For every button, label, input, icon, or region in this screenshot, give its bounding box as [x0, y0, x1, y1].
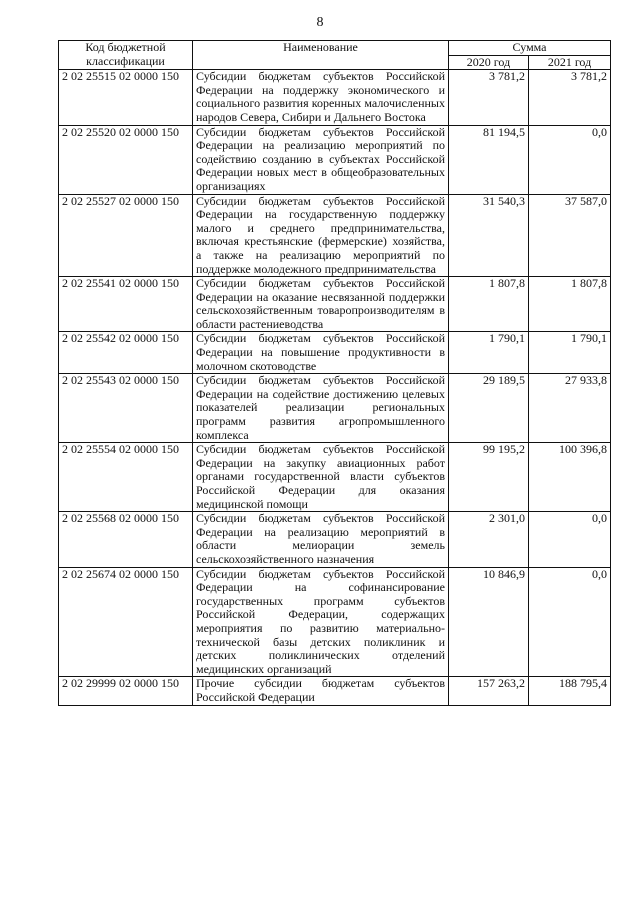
- row-code: 2 02 25541 02 0000 150: [59, 277, 193, 332]
- table-row: [59, 567, 611, 677]
- row-amount-2021: 0,0: [529, 125, 611, 194]
- row-code: 2 02 25542 02 0000 150: [59, 332, 193, 374]
- row-code: 2 02 25568 02 0000 150: [59, 512, 193, 567]
- page-number: 8: [316, 15, 324, 30]
- table-row: [59, 125, 611, 194]
- row-name: Субсидии бюджетам субъектов Российской Федерации на софинансирование государственных программ субъектов Российской Федерации, содержащих мероприятия по развитию материально-технической базы детских поликлиник и детских поликлинических отделений медицинских организаций: [193, 567, 449, 677]
- row-name: Субсидии бюджетам субъектов Российской Федерации на поддержку экономического и социального развития коренных малочисленных народов Севера, Сибири и Дальнего Востока: [193, 70, 449, 125]
- row-code: 2 02 25554 02 0000 150: [59, 443, 193, 512]
- row-amount-2021: 0,0: [529, 512, 611, 567]
- row-name: Субсидии бюджетам субъектов Российской Федерации на закупку авиационных работ органами государственной власти субъектов Российской Федерации для оказания медицинской помощи: [193, 443, 449, 512]
- table-row: [59, 374, 611, 443]
- budget-table: [58, 40, 611, 706]
- row-amount-2021: 188 795,4: [529, 677, 611, 705]
- table-row: [59, 277, 611, 332]
- row-code: 2 02 25543 02 0000 150: [59, 374, 193, 443]
- row-amount-2020: 1 807,8: [449, 277, 529, 332]
- row-amount-2021: 37 587,0: [529, 194, 611, 277]
- table-row: [59, 443, 611, 512]
- row-name: Субсидии бюджетам субъектов Российской Федерации на оказание несвязанной поддержки сельскохозяйственным товаропроизводителям в области растениеводства: [193, 277, 449, 332]
- header-year-2021: 2021 год: [529, 55, 611, 70]
- row-code: 2 02 29999 02 0000 150: [59, 677, 193, 705]
- row-name: Субсидии бюджетам субъектов Российской Федерации на реализацию мероприятий по содействию созданию в субъектах Российской Федерации новых мест в общеобразовательных организациях: [193, 125, 449, 194]
- row-amount-2020: 29 189,5: [449, 374, 529, 443]
- row-amount-2021: 1 790,1: [529, 332, 611, 374]
- header-code: Код бюджетной классификации: [59, 41, 193, 70]
- row-name: Субсидии бюджетам субъектов Российской Федерации на государственную поддержку малого и среднего предпринимательства, включая крестьянские (фермерские) хозяйства, а также на реализацию мероприятий по поддержке молодежного предпринимательства: [193, 194, 449, 277]
- row-code: 2 02 25515 02 0000 150: [59, 70, 193, 125]
- row-name: Субсидии бюджетам субъектов Российской Федерации на повышение продуктивности в молочном скотоводстве: [193, 332, 449, 374]
- row-amount-2020: 1 790,1: [449, 332, 529, 374]
- header-year-2020: 2020 год: [449, 55, 529, 70]
- row-code: 2 02 25527 02 0000 150: [59, 194, 193, 277]
- row-amount-2021: 100 396,8: [529, 443, 611, 512]
- row-amount-2020: 31 540,3: [449, 194, 529, 277]
- row-amount-2021: 27 933,8: [529, 374, 611, 443]
- header-name: Наименование: [193, 41, 449, 70]
- row-name: Субсидии бюджетам субъектов Российской Федерации на реализацию мероприятий в области мелиорации земель сельскохозяйственного назначения: [193, 512, 449, 567]
- row-code: 2 02 25520 02 0000 150: [59, 125, 193, 194]
- row-amount-2020: 157 263,2: [449, 677, 529, 705]
- row-name: Прочие субсидии бюджетам субъектов Российской Федерации: [193, 677, 449, 705]
- row-amount-2020: 99 195,2: [449, 443, 529, 512]
- row-amount-2020: 81 194,5: [449, 125, 529, 194]
- row-amount-2020: 10 846,9: [449, 567, 529, 677]
- table-row: [59, 194, 611, 277]
- table-row: [59, 677, 611, 705]
- row-amount-2020: 3 781,2: [449, 70, 529, 125]
- row-name: Субсидии бюджетам субъектов Российской Федерации на содействие достижению целевых показателей реализации региональных программ развития агропромышленного комплекса: [193, 374, 449, 443]
- row-code: 2 02 25674 02 0000 150: [59, 567, 193, 677]
- table-row: [59, 512, 611, 567]
- row-amount-2021: 1 807,8: [529, 277, 611, 332]
- table-row: [59, 332, 611, 374]
- row-amount-2021: 3 781,2: [529, 70, 611, 125]
- table-header: [59, 41, 611, 70]
- table-body: [59, 70, 611, 705]
- table-row: [59, 70, 611, 125]
- row-amount-2021: 0,0: [529, 567, 611, 677]
- row-amount-2020: 2 301,0: [449, 512, 529, 567]
- header-sum: Сумма: [449, 41, 611, 56]
